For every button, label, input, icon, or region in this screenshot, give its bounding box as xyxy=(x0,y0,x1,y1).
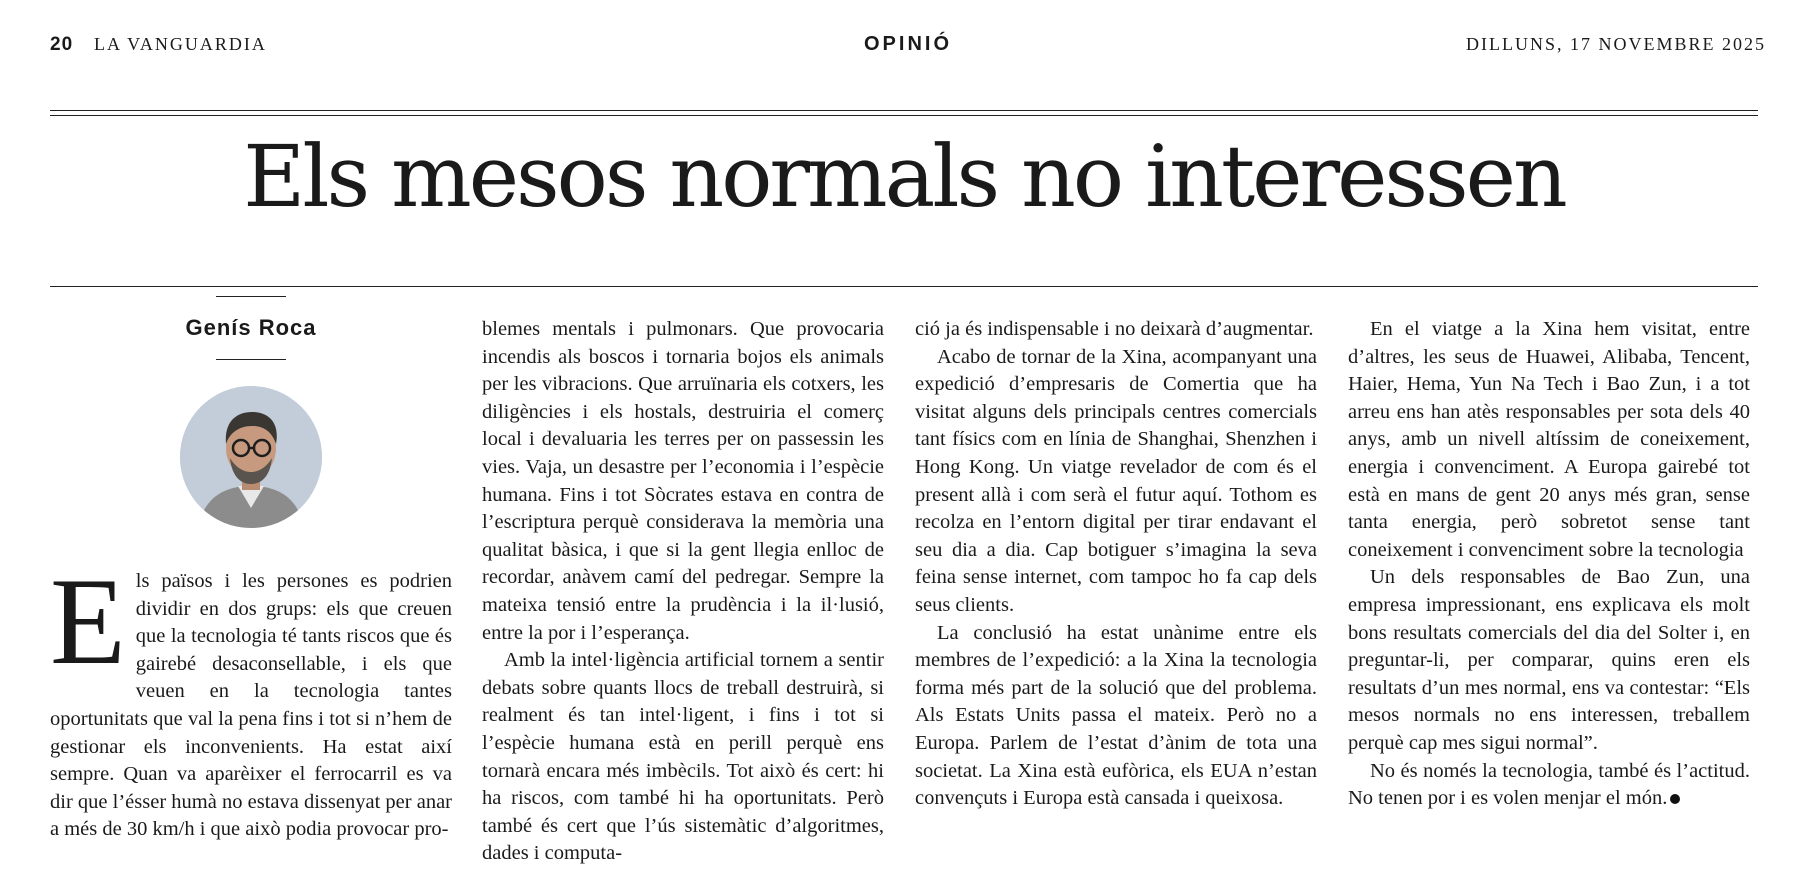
column-4 xyxy=(1348,316,1750,813)
byline-rule-top xyxy=(216,296,286,297)
paragraph: La conclusió ha estat unànime entre els membres de l’expedició: a la Xina la tecnologia forma més part de la solució que del problema. Als Estats Units passa el mateix. Però no a Europa. Parlem de l’estat d’ànim de tota una societat. La Xina està eufòrica, els EUA n’estan convençuts i Europa està cansada i queixosa. xyxy=(915,621,1317,810)
author-photo xyxy=(180,386,322,528)
section-label: OPINIÓ xyxy=(863,33,952,55)
paragraph: En el viatge a la Xina hem visitat, entre d’altres, les seus de Huawei, Alibaba, Tencent, Haier, Hema, Yun Na Tech i Bao Zun, i a tot arreu ens han atès responsables per sota dels 40 anys, amb un nivell altíssim de coneixement, energia i convenciment. A Europa gairebé tot està en mans de gent 20 anys més gran, sense tanta energia, però sobretot sense tant coneixement i convenciment sobre la tecnologia xyxy=(1348,318,1750,561)
headline-rule xyxy=(50,286,1758,287)
paragraph: Acabo de tornar de la Xina, acompanyant una expedició d’empresaris de Comertia que ha visitat alguns dels principals centres comercials tant físics com en línia de Shanghai, Shenzhen i Hong Kong. Un viatge revelador de com és el present allà i com serà el futur aquí. Tothom es recolza en l’entorn digital per tirar endavant el seu dia a dia. Cap botiguer s’imagina la seva feina sense internet, com tampoc ho fa cap dels seus clients. xyxy=(915,345,1317,616)
column-1 xyxy=(50,553,452,844)
masthead xyxy=(50,28,1766,68)
header-rule-double xyxy=(50,115,1758,116)
page-number: 20 xyxy=(50,34,74,55)
column-3 xyxy=(915,316,1317,813)
drop-cap: E xyxy=(50,553,126,690)
paragraph: Amb la intel·ligència artificial tornem a sentir debats sobre quants llocs de treball destruirà, si realment és tan intel·ligent, i fins i tot si l’espècie humana està en perill perquè ens tornarà encara més imbècils. Tot això és cert: hi ha riscos, com també hi ha oportunitats. Però també és cert que l’ús sistemàtic d’algoritmes, dades i computa- xyxy=(482,649,884,865)
author-portrait-icon xyxy=(180,386,322,528)
newspaper-name: LA VANGUARDIA xyxy=(94,34,267,54)
author-name: Genís Roca xyxy=(185,315,317,340)
paragraph: ció ja és indispensable i no deixarà d’augmentar. xyxy=(915,318,1314,340)
paragraph: ls països i les persones es podrien dividir en dos grups: els que creuen que la tecnologia té tants riscos que és gairebé desaconsellable, i els que veuen en la tecnologia tantes oportunitats que val la pena fins i tot si n’hem de gestionar els inconvenients. Ha estat així sempre. Quan va aparèixer el ferrocarril es va dir que l’ésser humà no estava dissenyat per anar a més de 30 km/h i que això podia provocar pro- xyxy=(50,570,452,841)
column-2 xyxy=(482,316,884,868)
issue-date: DILLUNS, 17 NOVEMBRE 2025 xyxy=(1466,34,1766,54)
paragraph-text: No és només la tecnologia, també és l’actitud. No tenen por i es volen menjar el món. xyxy=(1348,759,1750,810)
header-rule xyxy=(50,110,1758,111)
paragraph-final xyxy=(1348,758,1750,813)
byline-rule-bottom xyxy=(216,359,286,360)
byline xyxy=(50,296,452,528)
headline: Els mesos normals no interessen xyxy=(243,128,1565,227)
end-mark-icon xyxy=(1670,794,1680,804)
paragraph: Un dels responsables de Bao Zun, una empresa impressionant, ens explicava els molt bons resultats comercials del dia del Solter i, en preguntar-li, per comparar, quins eren els resultats d’un mes normal, ens va contestar: “Els mesos normals no ens interessen, treballem perquè cap mes sigui normal”. xyxy=(1348,566,1750,754)
paragraph: blemes mentals i pulmonars. Que provocaria incendis als boscos i tornaria bojos els animals per les vibracions. Que arruïnaria els cotxers, les diligències i els hostals, destruiria el comerç local i devaluaria les terres per on passessin les vies. Vaja, un desastre per l’economia i l’espècie humana. Fins i tot Sòcrates estava en contra de l’escriptura perquè considerava la memòria una qualitat bàsica, i que si la gent llegia enlloc de recordar, anàvem camí del pedregar. Sempre la mateixa tensió entre la prudència i la il·lusió, entre la por i l’esperança. xyxy=(482,318,884,644)
